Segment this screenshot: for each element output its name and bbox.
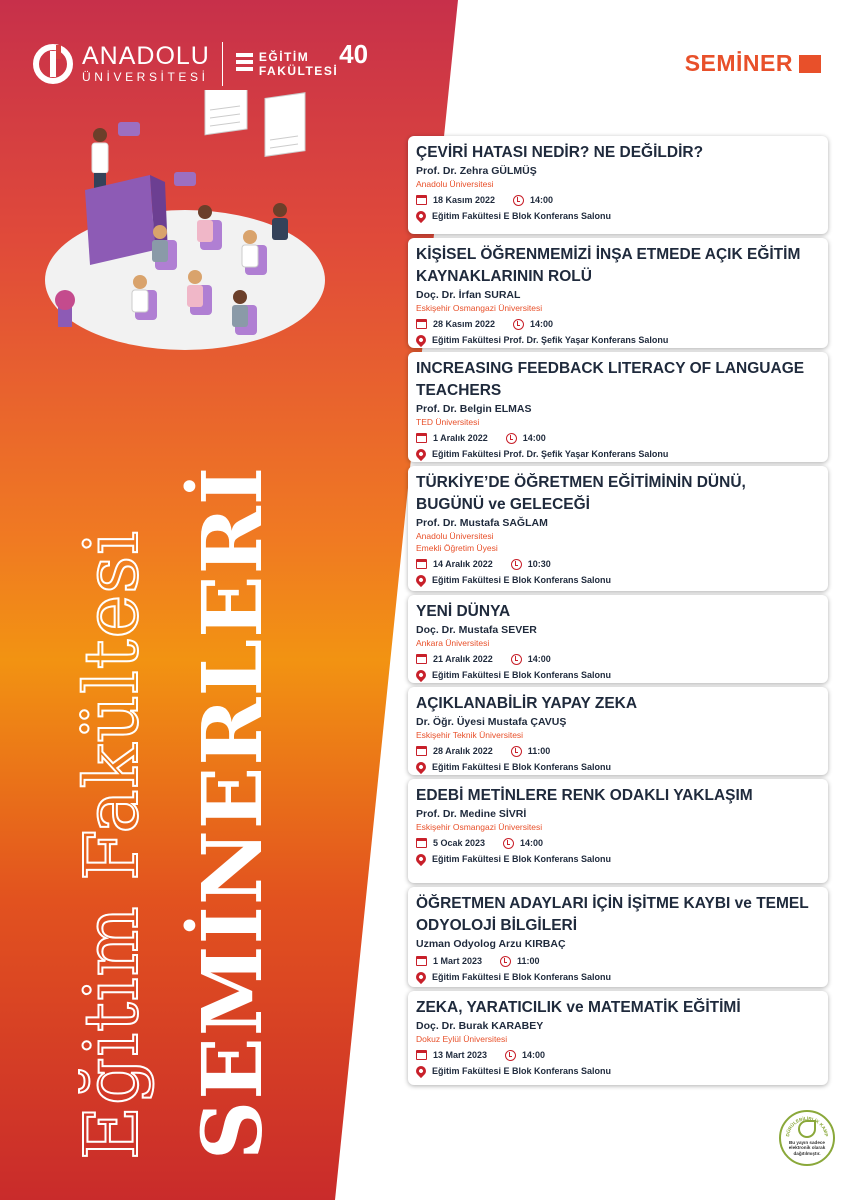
location-pin-icon [414,852,428,866]
seminar-card [408,136,828,234]
calendar-icon [416,838,427,848]
clock-icon [503,838,514,849]
seminar-time: 10:30 [527,559,551,569]
calendar-icon [416,195,427,205]
seminar-card [408,595,828,683]
university-name: ANADOLU [82,42,210,70]
sustainability-text: Bu yayın sadece elektronik olarak dağıtılmıştır. [788,1139,826,1156]
seminar-institution: Eskişehir Osmangazi Üniversitesi [416,822,543,832]
seminar-title: ÖĞRETMEN ADAYLARI İÇİN İŞİTME KAYBI ve TEMEL ODYOLOJİ BİLGİLERİ [416,895,809,934]
seminar-venue-row [416,971,818,983]
seminar-datetime [416,558,818,570]
clock-icon [513,319,524,330]
seminar-venue: Eğitim Fakültesi E Blok Konferans Salonu [432,854,612,864]
seminar-datetime [416,194,818,206]
seminar-card [408,466,828,591]
seminar-time: 14:00 [530,319,554,329]
calendar-icon [416,654,427,664]
seminar-venue: Eğitim Fakültesi E Blok Konferans Salonu [432,762,612,772]
seminar-venue: Eğitim Fakültesi E Blok Konferans Salonu [432,670,612,680]
location-pin-icon [414,209,428,223]
seminar-date: 14 Aralık 2022 [433,559,493,569]
stack-icon [235,51,255,77]
seminar-institution: Dokuz Eylül Üniversitesi [416,1034,508,1044]
seminar-date: 28 Aralık 2022 [433,746,493,756]
location-pin-icon [414,970,428,984]
seminar-datetime [416,653,818,665]
faculty-line2: FAKÜLTESİ [258,64,339,78]
seminar-card [408,352,828,462]
seminar-speaker: Prof. Dr. Medine SİVRİ [416,808,527,820]
location-pin-icon [414,573,428,587]
calendar-icon [416,1050,427,1060]
seminar-title: EDEBİ METİNLERE RENK ODAKLI YAKLAŞIM [416,787,753,804]
seminar-time: 11:00 [527,746,551,756]
seminar-datetime [416,745,818,757]
seminer-tag-box [799,55,821,73]
seminar-venue-row [416,761,818,773]
seminar-date: 18 Kasım 2022 [433,195,496,205]
seminar-venue-row [416,334,818,346]
seminar-speaker: Dr. Öğr. Üyesi Mustafa ÇAVUŞ [416,716,567,728]
faculty-badge [235,39,369,78]
sustainability-ring [779,1110,835,1166]
seminar-institution: Eskişehir Teknik Üniversitesi [416,730,524,740]
seminer-tag-text: SEMİNER [684,50,793,76]
seminar-speaker: Uzman Odyolog Arzu KIRBAÇ [416,938,566,950]
seminar-title: KİŞİSEL ÖĞRENMEMİZİ İNŞA ETMEDE AÇIK EĞİTİM KAYNAKLARININ ROLÜ [416,246,801,285]
faculty-line1: EĞİTİM [258,50,310,64]
seminar-venue-row [416,853,818,865]
sustainability-ring-text: DÜRÜLEBİLİRLİK KAMP [785,1115,829,1137]
seminar-time: 11:00 [517,956,540,966]
logo-divider [222,42,223,86]
sustainability-badge [779,1110,835,1166]
seminar-speaker: Prof. Dr. Belgin ELMAS [416,403,532,415]
university-sub: ÜNİVERSİTESİ [82,70,209,84]
seminar-datetime [416,318,818,330]
seminar-time: 14:00 [522,433,546,443]
seminar-venue-row [416,210,818,222]
seminar-title: INCREASING FEEDBACK LITERACY OF LANGUAGE TEACHERS [416,360,805,399]
seminar-time: 14:00 [527,654,551,664]
clock-icon [511,654,522,665]
calendar-icon [416,559,427,569]
seminar-card [408,238,828,348]
seminar-institution: Eskişehir Osmangazi Üniversitesi [416,303,543,313]
clock-icon [500,956,511,967]
seminar-speaker: Prof. Dr. Zehra GÜLMÜŞ [416,165,537,177]
seminar-date: 13 Mart 2023 [433,1050,488,1060]
seminer-tag [685,50,821,77]
seminar-speaker: Prof. Dr. Mustafa SAĞLAM [416,517,548,529]
seminar-venue: Eğitim Fakültesi E Blok Konferans Salonu [432,575,612,585]
seminar-title: YENİ DÜNYA [416,603,511,620]
seminar-venue-row [416,1065,818,1077]
seminar-card [408,687,828,775]
seminar-institution: TED Üniversitesi [416,417,480,427]
clock-icon [505,1050,516,1061]
classroom-illustration [40,90,340,360]
seminar-card [408,887,828,987]
seminar-datetime [416,1049,818,1061]
calendar-icon [416,956,427,966]
seminar-speaker: Doç. Dr. Burak KARABEY [416,1020,544,1032]
seminar-institution: Anadolu Üniversitesi [416,179,494,189]
seminar-speaker: Doç. Dr. İrfan SURAL [416,289,521,301]
seminar-card [408,779,828,883]
seminar-title: TÜRKİYE’DE ÖĞRETMEN EĞİTİMİNİN DÜNÜ, BUGÜNÜ ve GELECEĞİ [416,474,746,513]
seminar-venue: Eğitim Fakültesi Prof. Dr. Şefik Yaşar Konferans Salonu [432,449,669,459]
seminar-venue: Eğitim Fakültesi Prof. Dr. Şefik Yaşar Konferans Salonu [432,335,669,345]
seminar-institution-note: Emekli Öğretim Üyesi [416,543,498,553]
anadolu-logo-icon [32,43,74,85]
seminar-venue: Eğitim Fakültesi E Blok Konferans Salonu [432,1066,612,1076]
clock-icon [511,559,522,570]
calendar-icon [416,433,427,443]
location-pin-icon [414,668,428,682]
seminar-time: 14:00 [520,838,544,848]
seminar-card [408,991,828,1085]
calendar-icon [416,319,427,329]
location-pin-icon [414,333,428,347]
seminar-institution: Anadolu Üniversitesi [416,531,494,541]
clock-icon [506,433,517,444]
seminar-title: ZEKA, YARATICILIK ve MATEMATİK EĞİTİMİ [416,999,741,1016]
seminar-date: 1 Aralık 2022 [433,433,488,443]
clock-icon [513,195,524,206]
seminar-venue-row [416,448,818,460]
seminar-date: 28 Kasım 2022 [433,319,496,329]
seminar-venue: Eğitim Fakültesi E Blok Konferans Salonu [432,211,612,221]
calendar-icon [416,746,427,756]
seminar-date: 21 Aralık 2022 [433,654,493,664]
vertical-title-outline: Eğitim Fakültesi [69,530,155,1160]
leaf-icon [798,1120,816,1138]
seminar-datetime [416,432,818,444]
seminar-time: 14:00 [530,195,554,205]
seminar-datetime [416,955,818,967]
seminar-datetime [416,837,818,849]
location-pin-icon [414,760,428,774]
seminar-time: 14:00 [522,1050,546,1060]
seminar-institution: Ankara Üniversitesi [416,638,490,648]
location-pin-icon [414,1064,428,1078]
location-pin-icon [414,447,428,461]
vertical-title-solid: SEMİNERLERİ [185,465,281,1160]
seminar-date: 5 Ocak 2023 [433,838,486,848]
seminar-speaker: Doç. Dr. Mustafa SEVER [416,624,537,636]
seminar-venue-row [416,669,818,681]
seminar-list [408,136,828,1089]
seminar-venue-row [416,574,818,586]
seminar-venue: Eğitim Fakültesi E Blok Konferans Salonu [432,972,612,982]
seminar-title: ÇEVİRİ HATASI NEDİR? NE DEĞİLDİR? [416,144,704,161]
seminar-title: AÇIKLANABİLİR YAPAY ZEKA [416,695,638,712]
seminar-date: 1 Mart 2023 [433,956,483,966]
anniversary-number: 40 [339,39,369,69]
clock-icon [511,746,522,757]
university-logo [32,39,369,86]
